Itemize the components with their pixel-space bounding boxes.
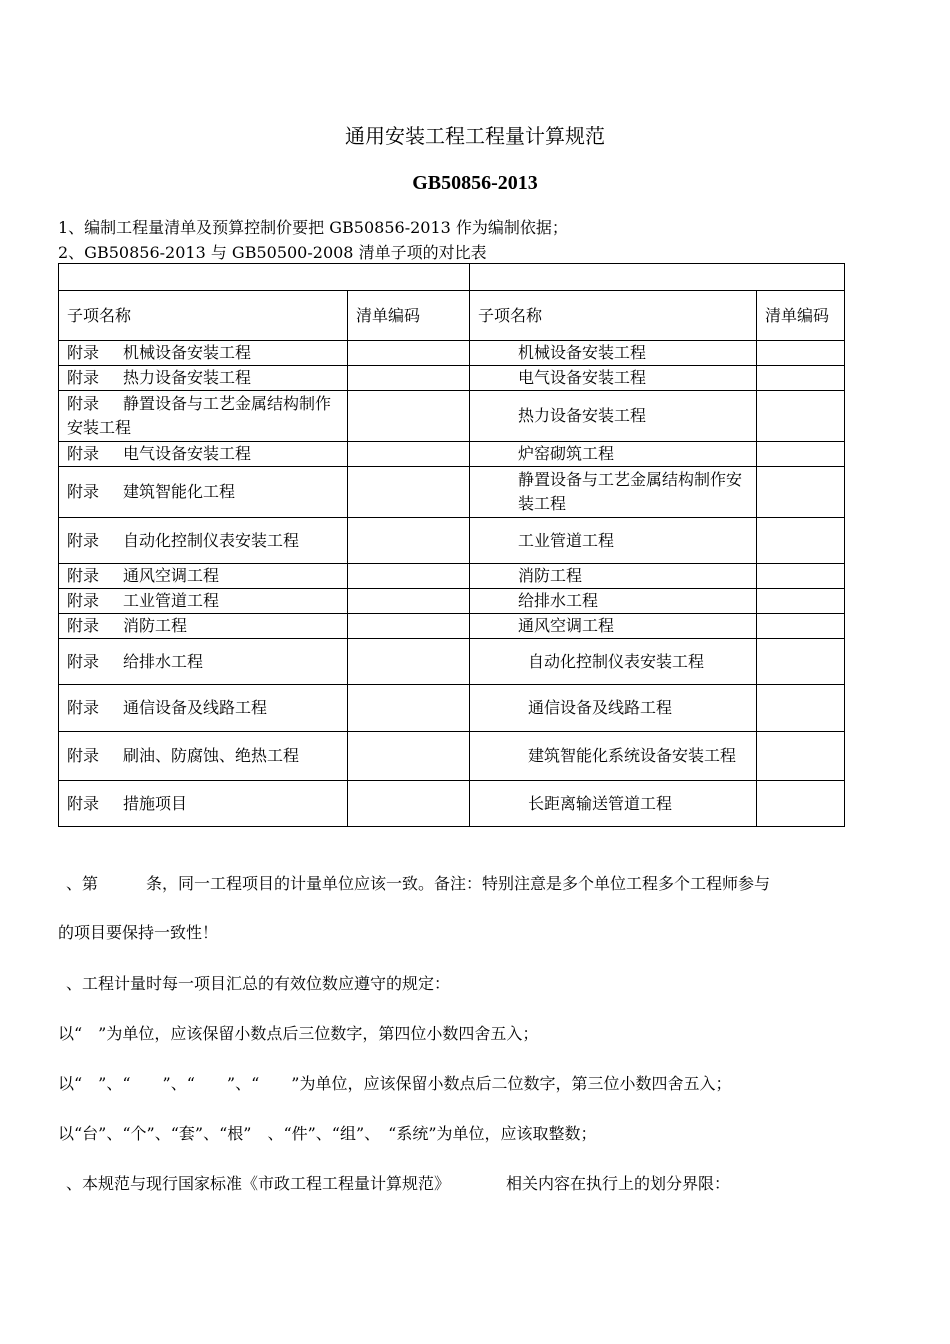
cell-left (59, 781, 348, 827)
table-row (59, 685, 845, 732)
appendix-prefix: 附录 (67, 394, 100, 413)
left-item: 消防工程 (123, 616, 188, 635)
cell-code (348, 467, 470, 518)
right-item: 机械设备安装工程 (470, 341, 757, 366)
table-blank-row (59, 264, 845, 291)
right-item: 长距离输送管道工程 (470, 781, 757, 827)
left-item: 通信设备及线路工程 (123, 698, 268, 717)
cell-code (757, 781, 845, 827)
header-cell: 清单编码 (757, 291, 845, 341)
cell-code (348, 685, 470, 732)
cell-code (348, 442, 470, 467)
header-cell: 子项名称 (470, 291, 757, 341)
appendix-prefix: 附录 (67, 444, 100, 463)
appendix-prefix: 附录 (67, 368, 100, 387)
blank-cell (59, 264, 470, 291)
cell-left (59, 614, 348, 639)
cell-code (348, 391, 470, 442)
left-item: 电气设备安装工程 (123, 444, 252, 463)
table-header-row (59, 291, 845, 341)
paragraph-1: 1、编制工程量清单及预算控制价要把 GB50856-2013 作为编制依据； (58, 218, 568, 237)
right-item: 电气设备安装工程 (470, 366, 757, 391)
right-item: 通风空调工程 (470, 614, 757, 639)
cell-left (59, 589, 348, 614)
cell-code (757, 614, 845, 639)
standard-code: GB50856-2013 (412, 172, 538, 194)
cell-code (757, 685, 845, 732)
right-item: 通信设备及线路工程 (470, 685, 757, 732)
right-item: 工业管道工程 (470, 518, 757, 564)
cell-code (757, 732, 845, 781)
left-item: 工业管道工程 (123, 591, 220, 610)
cell-code (348, 732, 470, 781)
right-item: 炉窑砌筑工程 (470, 442, 757, 467)
right-item: 静置设备与工艺金属结构制作安装工程 (470, 467, 757, 518)
cell-code (757, 442, 845, 467)
cell-code (348, 589, 470, 614)
cell-left (59, 564, 348, 589)
left-item: 机械设备安装工程 (123, 343, 252, 362)
left-item: 措施项目 (123, 793, 188, 813)
cell-code (757, 467, 845, 518)
table-row (59, 442, 845, 467)
body-line-5: 以“ ”、“ ”、“ ”、“ ”为单位，应该保留小数点后二位数字，第三位小数四舍五入； (58, 1074, 732, 1093)
cell-code (757, 639, 845, 685)
appendix-prefix: 附录 (67, 566, 100, 585)
table-row (59, 341, 845, 366)
document-title: 通用安装工程工程量计算规范 (345, 124, 605, 148)
table-row (59, 366, 845, 391)
cell-code (348, 341, 470, 366)
cell-left (59, 391, 348, 442)
right-item: 建筑智能化系统设备安装工程 (470, 732, 757, 781)
appendix-prefix: 附录 (67, 651, 100, 671)
cell-left (59, 639, 348, 685)
cell-code (757, 366, 845, 391)
appendix-prefix: 附录 (67, 343, 100, 362)
cell-code (348, 614, 470, 639)
left-item: 热力设备安装工程 (123, 368, 252, 387)
table-row (59, 732, 845, 781)
table-row (59, 564, 845, 589)
right-item: 消防工程 (470, 564, 757, 589)
table-row (59, 467, 845, 518)
body-line-2: 的项目要保持一致性！ (58, 923, 219, 942)
body-line-3: 、工程计量时每一项目汇总的有效位数应遵守的规定： (66, 974, 451, 993)
comparison-table (58, 263, 845, 827)
appendix-prefix: 附录 (67, 482, 100, 501)
appendix-prefix: 附录 (67, 746, 100, 765)
cell-left (59, 732, 348, 781)
cell-code (757, 589, 845, 614)
body-line-4: 以“ ”为单位，应该保留小数点后三位数字，第四位小数四舍五入； (58, 1024, 539, 1043)
cell-code (757, 391, 845, 442)
header-cell: 子项名称 (59, 291, 348, 341)
table-row (59, 589, 845, 614)
cell-code (757, 518, 845, 564)
cell-left (59, 518, 348, 564)
cell-left (59, 467, 348, 518)
cell-code (348, 781, 470, 827)
table-row (59, 639, 845, 685)
cell-code (348, 639, 470, 685)
cell-code (757, 564, 845, 589)
right-item: 自动化控制仪表安装工程 (470, 639, 757, 685)
left-item: 通风空调工程 (123, 566, 220, 585)
left-item: 刷油、防腐蚀、绝热工程 (123, 746, 300, 765)
left-item: 自动化控制仪表安装工程 (123, 530, 300, 550)
cell-left (59, 366, 348, 391)
right-item: 给排水工程 (470, 589, 757, 614)
left-item: 静置设备与工艺金属结构制作安装工程 (67, 394, 332, 437)
appendix-prefix: 附录 (67, 530, 100, 550)
appendix-prefix: 附录 (67, 793, 100, 813)
left-item: 给排水工程 (123, 651, 204, 671)
table-row (59, 781, 845, 827)
body-line-1: 、第 条，同一工程项目的计量单位应该一致。备注：特别注意是多个单位工程多个工程师参与 (66, 874, 771, 893)
cell-code (757, 341, 845, 366)
appendix-prefix: 附录 (67, 616, 100, 635)
right-item: 热力设备安装工程 (470, 391, 757, 442)
cell-left (59, 442, 348, 467)
left-item: 建筑智能化工程 (123, 482, 236, 501)
appendix-prefix: 附录 (67, 591, 100, 610)
paragraph-2: 2、GB50856-2013 与 GB50500-2008 清单子项的对比表 (58, 243, 487, 262)
cell-code (348, 366, 470, 391)
cell-left (59, 685, 348, 732)
cell-code (348, 518, 470, 564)
table-row (59, 614, 845, 639)
cell-code (348, 564, 470, 589)
blank-cell (470, 264, 845, 291)
table-row (59, 518, 845, 564)
cell-left (59, 341, 348, 366)
body-line-6: 以“台”、“个”、“套”、“根” 、“件”、“组”、 “系统”为单位，应该取整数； (58, 1124, 597, 1143)
appendix-prefix: 附录 (67, 698, 100, 717)
header-cell: 清单编码 (348, 291, 470, 341)
table-row (59, 391, 845, 442)
body-line-7: 、本规范与现行国家标准《市政工程工程量计算规范》 相关内容在执行上的划分界限： (66, 1174, 731, 1193)
